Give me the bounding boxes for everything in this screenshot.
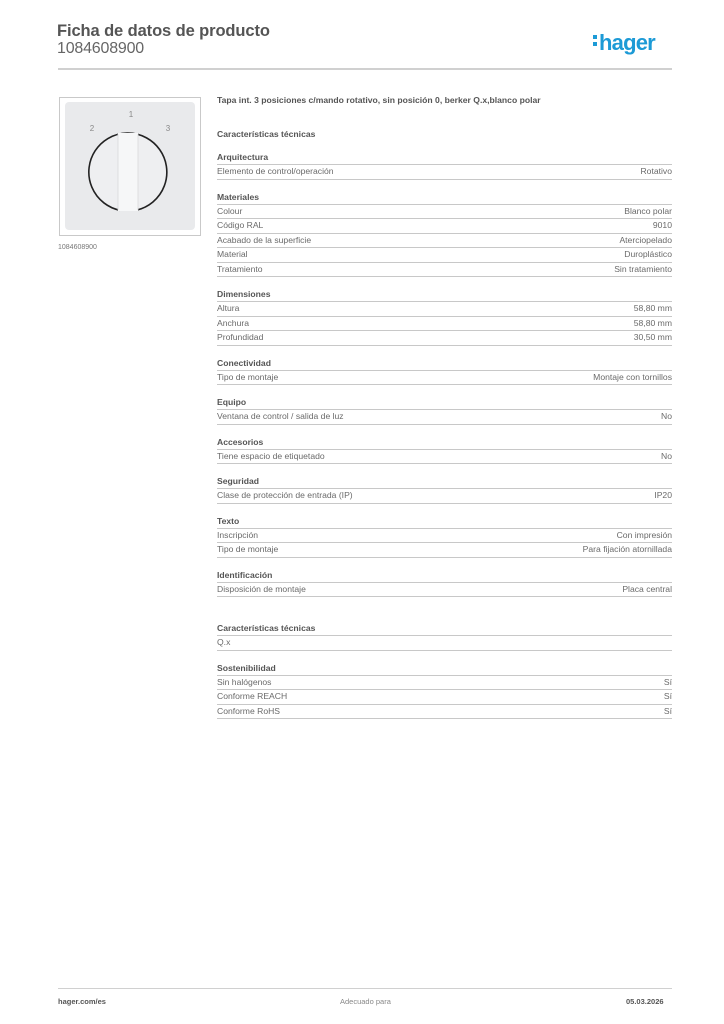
position-label-1: 1 bbox=[128, 110, 134, 119]
section-spacer bbox=[217, 651, 672, 662]
section-title: Características técnicas bbox=[217, 622, 672, 636]
spec-row bbox=[217, 234, 672, 249]
spec-label: Clase de protección de entrada (IP) bbox=[217, 490, 353, 500]
spec-row bbox=[217, 263, 672, 278]
spec-value: 58,80 mm bbox=[633, 303, 672, 313]
spec-label: Ventana de control / salida de luz bbox=[217, 411, 344, 421]
cover-plate bbox=[65, 102, 195, 230]
spec-label: Tratamiento bbox=[217, 263, 263, 274]
spec-label: Tiene espacio de etiquetado bbox=[217, 450, 325, 461]
spec-label: Disposición de montaje bbox=[217, 583, 306, 594]
section-title: Texto bbox=[217, 515, 672, 529]
spec-label: Elemento de control/operación bbox=[217, 166, 334, 176]
rotary-knob-icon bbox=[65, 102, 195, 230]
spec-value: No bbox=[661, 411, 672, 421]
section-title: Sostenibilidad bbox=[217, 662, 672, 676]
spec-label: Profundidad bbox=[217, 332, 264, 342]
page-title: Ficha de datos de producto bbox=[57, 22, 270, 40]
spec-row bbox=[217, 529, 672, 544]
logo-text: hager bbox=[599, 30, 655, 55]
spec-value: Con impresión bbox=[616, 529, 672, 540]
spec-row bbox=[217, 205, 672, 220]
spec-section bbox=[217, 475, 672, 504]
product-code: 1084608900 bbox=[57, 40, 144, 57]
spec-value: Rotativo bbox=[640, 166, 672, 176]
footer-website: hager.com/es bbox=[58, 997, 106, 1006]
section-spacer bbox=[217, 464, 672, 475]
spec-value: Blanco polar bbox=[624, 205, 672, 216]
spec-label: Conforme RoHS bbox=[217, 705, 281, 716]
spec-section bbox=[217, 436, 672, 465]
spec-row bbox=[217, 583, 672, 598]
spec-row bbox=[217, 450, 672, 465]
spec-content bbox=[217, 95, 672, 730]
spec-row bbox=[217, 302, 672, 317]
logo-dots-icon bbox=[593, 32, 599, 49]
spec-section bbox=[217, 569, 672, 598]
spec-label: Sin halógenos bbox=[217, 676, 272, 687]
product-image bbox=[59, 97, 201, 236]
spec-value: Montaje con tornillos bbox=[593, 371, 672, 382]
section-spacer bbox=[217, 558, 672, 569]
spec-sections bbox=[217, 151, 672, 730]
spec-row bbox=[217, 317, 672, 332]
spec-label: Anchura bbox=[217, 317, 250, 328]
section-spacer bbox=[217, 504, 672, 515]
spec-value: Para fijación atornillada bbox=[582, 544, 672, 554]
spec-value: IP20 bbox=[654, 490, 672, 500]
spec-value: Sin tratamiento bbox=[614, 263, 672, 274]
spec-row bbox=[217, 636, 672, 651]
footer-center-text: Adecuado para bbox=[340, 997, 391, 1006]
spec-label: Código RAL bbox=[217, 220, 264, 230]
spec-value: Aterciopelado bbox=[619, 234, 672, 245]
spec-section bbox=[217, 396, 672, 425]
spec-label: Inscripción bbox=[217, 529, 259, 540]
spec-row bbox=[217, 410, 672, 425]
spec-row bbox=[217, 165, 672, 180]
hager-logo bbox=[593, 30, 655, 56]
footer-divider bbox=[58, 988, 672, 989]
footer-date: 05.03.2026 bbox=[626, 997, 664, 1006]
spec-section bbox=[217, 151, 672, 180]
spec-row bbox=[217, 331, 672, 346]
spec-section bbox=[217, 357, 672, 386]
spec-label: Acabado de la superficie bbox=[217, 234, 312, 245]
section-title: Conectividad bbox=[217, 357, 672, 371]
spec-section bbox=[217, 622, 672, 651]
spec-label: Altura bbox=[217, 303, 240, 313]
spec-section bbox=[217, 288, 672, 346]
section-title: Seguridad bbox=[217, 475, 672, 489]
spec-value: Duroplástico bbox=[624, 249, 672, 259]
section-spacer bbox=[217, 425, 672, 436]
position-label-2: 2 bbox=[89, 124, 95, 133]
header-divider bbox=[58, 68, 672, 70]
spec-row bbox=[217, 248, 672, 263]
spec-row bbox=[217, 690, 672, 705]
spec-label: Q.x bbox=[217, 637, 231, 647]
spec-value: 30,50 mm bbox=[633, 332, 672, 342]
section-spacer bbox=[217, 597, 672, 622]
section-title: Accesorios bbox=[217, 436, 672, 450]
spec-value: No bbox=[661, 450, 672, 461]
spec-value: Placa central bbox=[622, 583, 672, 594]
spec-label: Material bbox=[217, 249, 248, 259]
main-heading: Características técnicas bbox=[217, 129, 316, 139]
spec-value: Sí bbox=[663, 705, 672, 716]
spec-row bbox=[217, 543, 672, 558]
spec-label: Colour bbox=[217, 205, 243, 216]
section-title: Arquitectura bbox=[217, 151, 672, 165]
section-spacer bbox=[217, 180, 672, 191]
spec-label: Conforme REACH bbox=[217, 691, 288, 701]
spec-value: Sí bbox=[663, 676, 672, 687]
section-spacer bbox=[217, 277, 672, 288]
position-label-3: 3 bbox=[165, 124, 171, 133]
spec-row bbox=[217, 705, 672, 720]
section-title: Equipo bbox=[217, 396, 672, 410]
product-description: Tapa int. 3 posiciones c/mando rotativo, sin posición 0, berker Q.x,blanco polar bbox=[217, 95, 541, 105]
section-title: Dimensiones bbox=[217, 288, 672, 302]
section-title: Materiales bbox=[217, 191, 672, 205]
spec-row bbox=[217, 371, 672, 386]
spec-section bbox=[217, 515, 672, 558]
spec-label: Tipo de montaje bbox=[217, 371, 279, 382]
spec-section bbox=[217, 662, 672, 720]
spec-label: Tipo de montaje bbox=[217, 544, 279, 554]
spec-value: Sí bbox=[663, 691, 672, 701]
spec-section bbox=[217, 191, 672, 278]
image-caption: 1084608900 bbox=[58, 244, 97, 251]
section-spacer bbox=[217, 346, 672, 357]
section-spacer bbox=[217, 719, 672, 730]
spec-value: 58,80 mm bbox=[633, 317, 672, 328]
spec-row bbox=[217, 219, 672, 234]
section-title: Identificación bbox=[217, 569, 672, 583]
spec-row bbox=[217, 676, 672, 691]
section-spacer bbox=[217, 385, 672, 396]
spec-row bbox=[217, 489, 672, 504]
spec-value: 9010 bbox=[652, 220, 672, 230]
